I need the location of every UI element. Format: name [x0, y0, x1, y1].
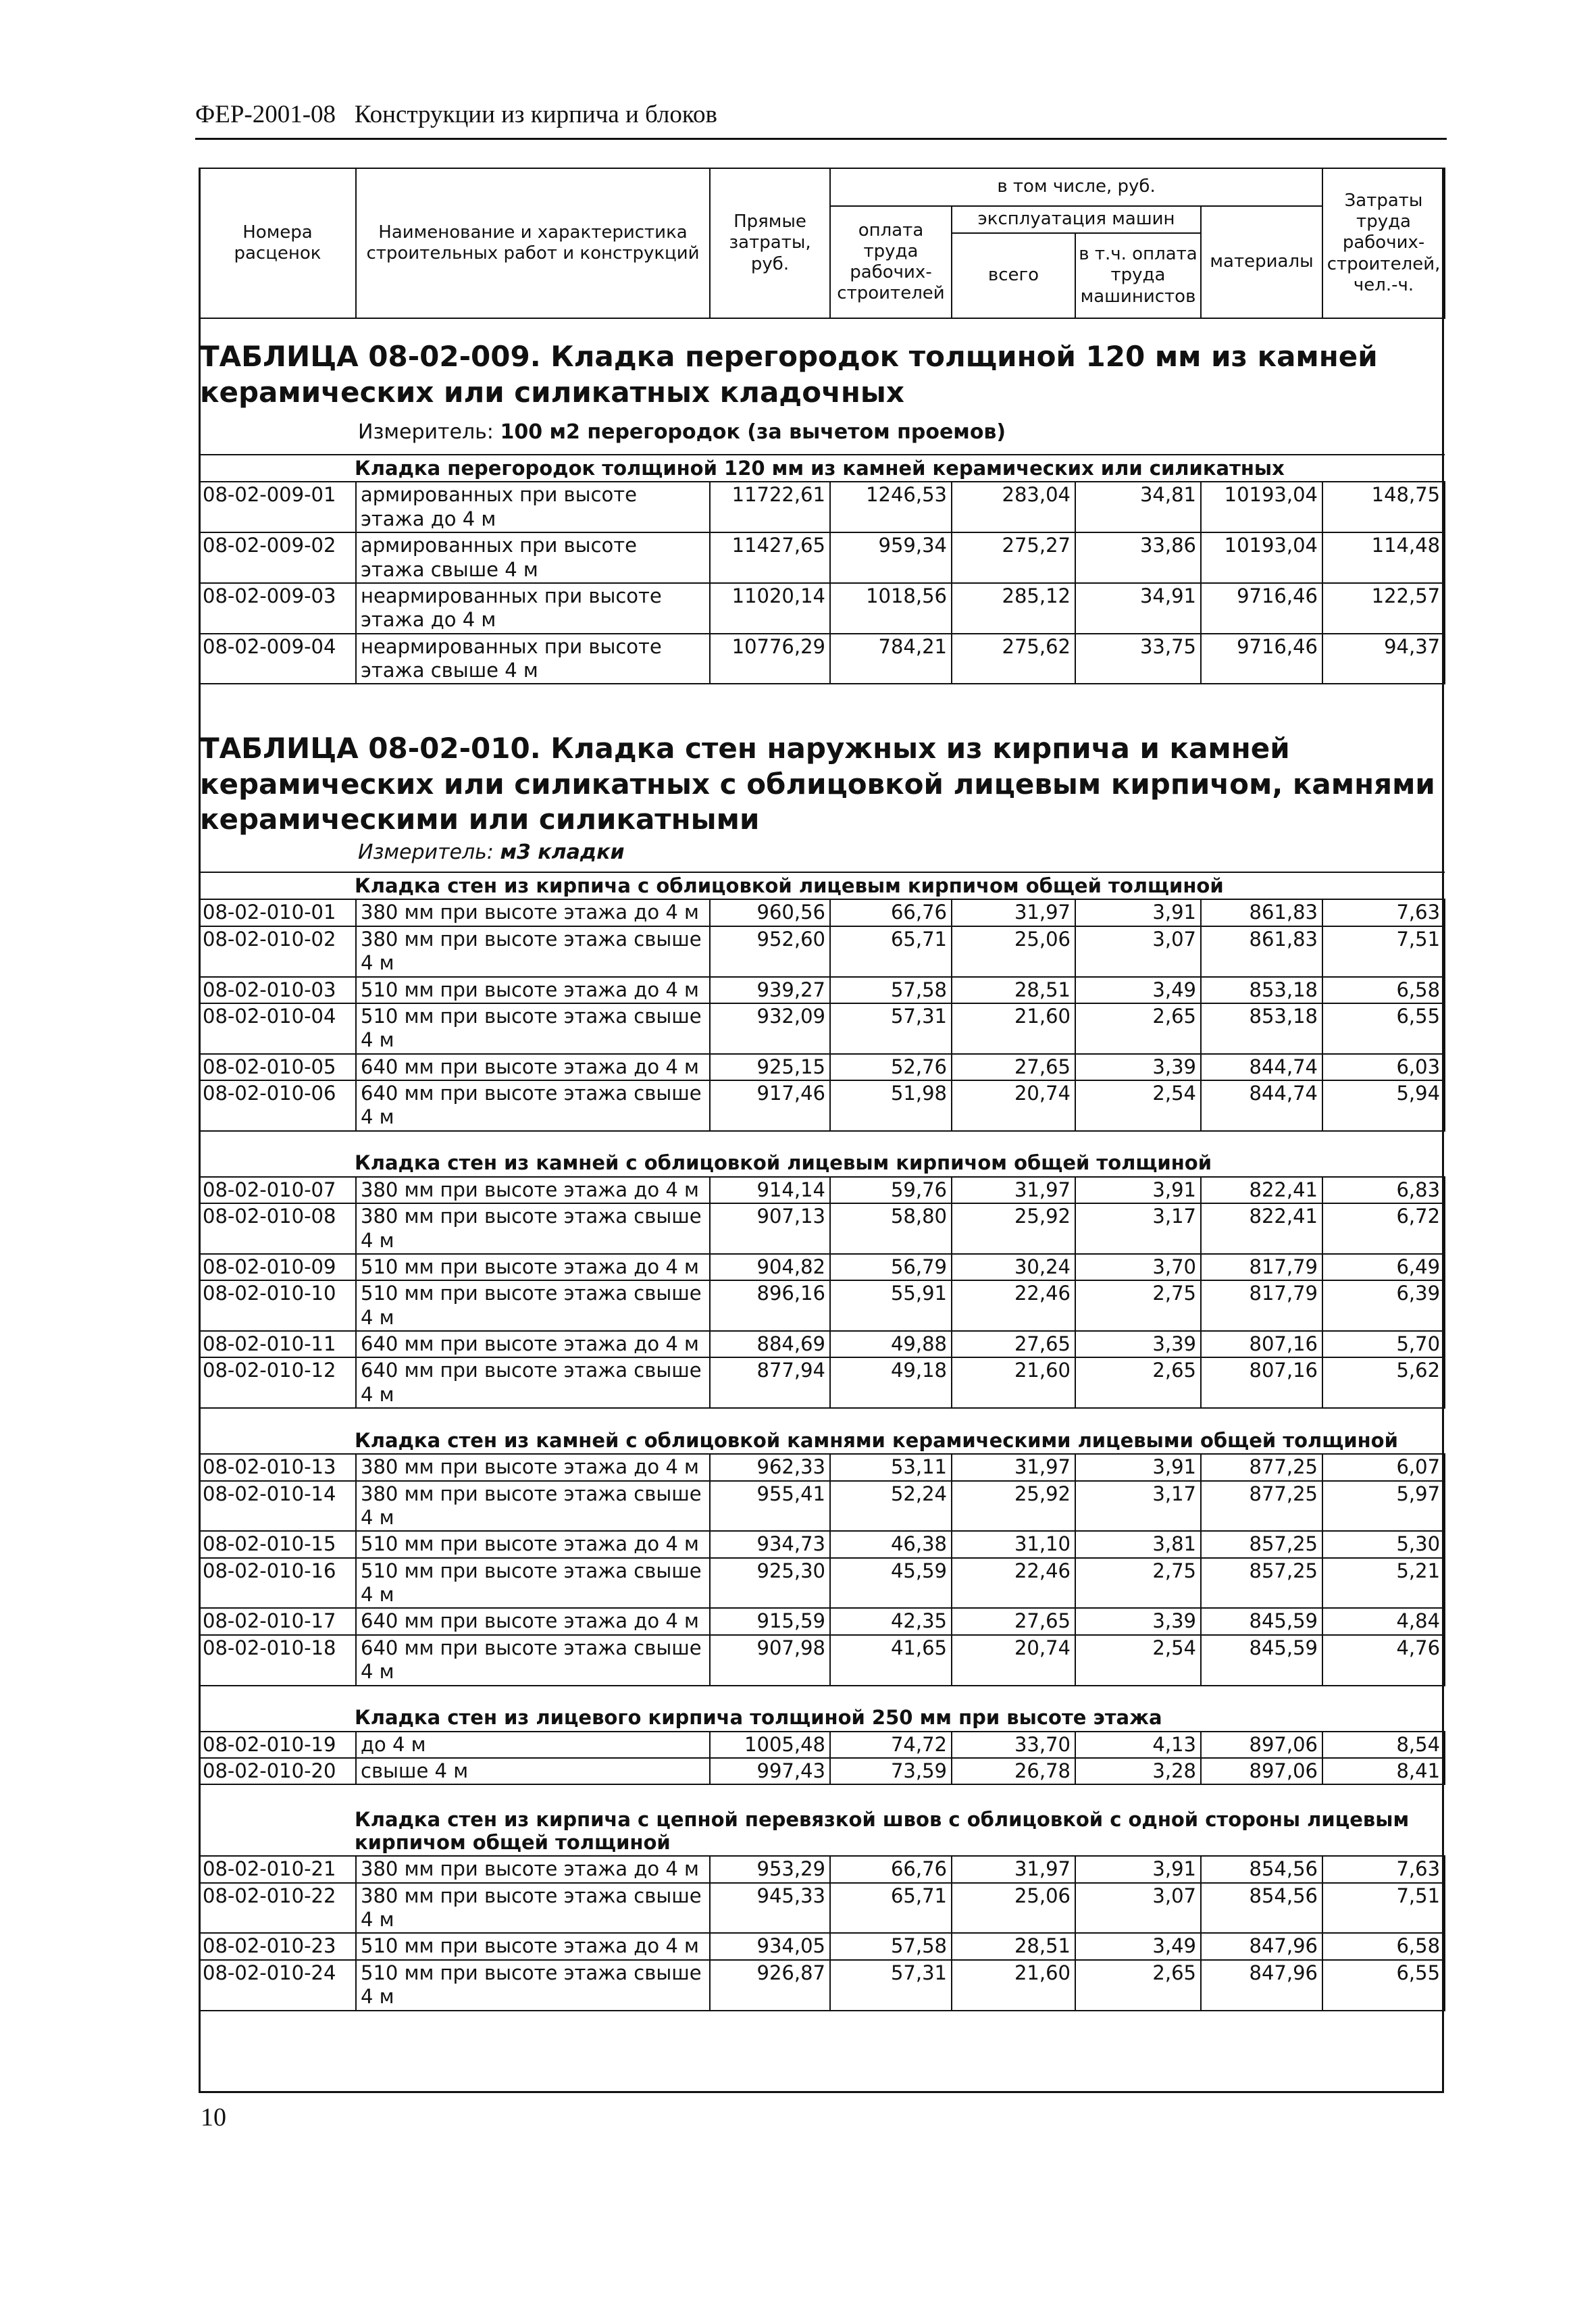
row-machines: 27,65 [952, 1054, 1075, 1080]
row-code: 08-02-010-11 [199, 1331, 356, 1357]
row-machines: 275,62 [952, 634, 1075, 684]
row-machines-wage: 34,91 [1075, 583, 1201, 634]
row-name: 380 мм при высоте этажа свыше 4 м [356, 1883, 710, 1934]
row-code: 08-02-010-06 [199, 1080, 356, 1131]
row-direct: 925,30 [710, 1558, 830, 1609]
row-code: 08-02-009-02 [199, 532, 356, 583]
row-name: 640 мм при высоте этажа до 4 м [356, 1054, 710, 1080]
table-row [199, 1608, 1445, 1634]
row-wage: 56,79 [830, 1254, 952, 1280]
row-machines-wage: 33,75 [1075, 634, 1201, 684]
table-row [199, 1558, 1445, 1609]
table-row [199, 1080, 1445, 1131]
row-labor: 5,30 [1322, 1531, 1445, 1557]
row-code: 08-02-010-05 [199, 1054, 356, 1080]
row-labor: 7,51 [1322, 926, 1445, 977]
row-machines: 30,24 [952, 1254, 1075, 1280]
row-wage: 58,80 [830, 1203, 952, 1254]
row-materials: 817,79 [1201, 1254, 1322, 1280]
row-direct: 955,41 [710, 1481, 830, 1532]
group-title: Кладка стен из камней с облицовкой камнями керамическими лицевыми общей толщиной [199, 1408, 1445, 1454]
row-machines-wage: 3,49 [1075, 1933, 1201, 1959]
table-row [199, 926, 1445, 977]
table-row [199, 1177, 1445, 1203]
row-labor: 5,62 [1322, 1357, 1445, 1408]
table-row [199, 1531, 1445, 1557]
row-wage: 45,59 [830, 1558, 952, 1609]
header-rule [195, 138, 1447, 140]
data-table [199, 454, 1445, 684]
row-machines-wage: 3,91 [1075, 1177, 1201, 1203]
row-materials: 861,83 [1201, 926, 1322, 977]
row-code: 08-02-010-09 [199, 1254, 356, 1280]
section-title: ТАБЛИЦА 08-02-009. Кладка перегородок толщиной 120 мм из камней керамических или силикатных кладочных [200, 340, 1378, 409]
row-machines: 31,97 [952, 1856, 1075, 1882]
row-code: 08-02-010-04 [199, 1003, 356, 1054]
row-name: 640 мм при высоте этажа до 4 м [356, 1608, 710, 1634]
row-name: свыше 4 м [356, 1758, 710, 1784]
row-labor: 114,48 [1322, 532, 1445, 583]
row-name: 510 мм при высоте этажа свыше 4 м [356, 1280, 710, 1331]
row-materials: 877,25 [1201, 1454, 1322, 1480]
row-wage: 65,71 [830, 1883, 952, 1934]
row-materials: 877,25 [1201, 1481, 1322, 1532]
row-direct: 934,73 [710, 1531, 830, 1557]
group-title: Кладка стен из лицевого кирпича толщиной 250 мм при высоте этажа [199, 1686, 1445, 1732]
row-code: 08-02-010-10 [199, 1280, 356, 1331]
row-materials: 807,16 [1201, 1331, 1322, 1357]
row-labor: 6,55 [1322, 1960, 1445, 2011]
row-wage: 53,11 [830, 1454, 952, 1480]
row-materials: 10193,04 [1201, 532, 1322, 583]
row-name: неармированных при высоте этажа свыше 4 м [356, 634, 710, 684]
row-direct: 953,29 [710, 1856, 830, 1882]
row-materials: 853,18 [1201, 1003, 1322, 1054]
row-direct: 907,98 [710, 1635, 830, 1686]
row-machines-wage: 2,65 [1075, 1003, 1201, 1054]
row-wage: 52,76 [830, 1054, 952, 1080]
row-name: 380 мм при высоте этажа свыше 4 м [356, 1481, 710, 1532]
table-row [199, 1331, 1445, 1357]
header-direct-costs: Прямые затраты, руб. [710, 168, 830, 318]
row-machines-wage: 3,39 [1075, 1331, 1201, 1357]
header-machines-total: всего [952, 233, 1075, 318]
row-machines-wage: 3,49 [1075, 977, 1201, 1003]
row-machines-wage: 2,54 [1075, 1635, 1201, 1686]
table-row [199, 1758, 1445, 1784]
row-code: 08-02-010-12 [199, 1357, 356, 1408]
row-machines-wage: 3,39 [1075, 1608, 1201, 1634]
row-labor: 6,49 [1322, 1254, 1445, 1280]
row-machines-wage: 3,91 [1075, 899, 1201, 926]
row-materials: 854,56 [1201, 1883, 1322, 1934]
row-labor: 7,51 [1322, 1883, 1445, 1934]
row-wage: 66,76 [830, 1856, 952, 1882]
row-labor: 6,58 [1322, 977, 1445, 1003]
row-materials: 817,79 [1201, 1280, 1322, 1331]
row-machines-wage: 3,07 [1075, 926, 1201, 977]
row-machines-wage: 3,17 [1075, 1203, 1201, 1254]
row-labor: 7,63 [1322, 1856, 1445, 1882]
row-labor: 6,58 [1322, 1933, 1445, 1959]
row-labor: 8,54 [1322, 1732, 1445, 1758]
row-machines-wage: 3,07 [1075, 1883, 1201, 1934]
row-name: 510 мм при высоте этажа до 4 м [356, 1254, 710, 1280]
row-wage: 66,76 [830, 899, 952, 926]
row-code: 08-02-009-03 [199, 583, 356, 634]
running-head: ФЕР-2001-08 Конструкции из кирпича и блоков [195, 101, 717, 128]
row-code: 08-02-010-02 [199, 926, 356, 977]
row-wage: 52,24 [830, 1481, 952, 1532]
table-row [199, 634, 1445, 684]
table-row [199, 1280, 1445, 1331]
row-machines: 22,46 [952, 1280, 1075, 1331]
row-labor: 94,37 [1322, 634, 1445, 684]
row-machines-wage: 3,91 [1075, 1454, 1201, 1480]
row-direct: 904,82 [710, 1254, 830, 1280]
row-machines-wage: 3,28 [1075, 1758, 1201, 1784]
row-direct: 914,14 [710, 1177, 830, 1203]
row-labor: 5,97 [1322, 1481, 1445, 1532]
row-code: 08-02-010-13 [199, 1454, 356, 1480]
row-machines: 31,97 [952, 899, 1075, 926]
page-number: 10 [201, 2103, 226, 2132]
row-direct: 10776,29 [710, 634, 830, 684]
row-machines: 26,78 [952, 1758, 1075, 1784]
row-code: 08-02-010-03 [199, 977, 356, 1003]
measure-label: Измеритель: [358, 840, 500, 864]
row-wage: 55,91 [830, 1280, 952, 1331]
table-row [199, 583, 1445, 634]
row-machines-wage: 2,65 [1075, 1357, 1201, 1408]
row-direct: 11427,65 [710, 532, 830, 583]
table-row [199, 1481, 1445, 1532]
row-name: 640 мм при высоте этажа свыше 4 м [356, 1635, 710, 1686]
row-machines-wage: 2,75 [1075, 1558, 1201, 1609]
row-direct: 915,59 [710, 1608, 830, 1634]
table-row [199, 1003, 1445, 1054]
row-materials: 861,83 [1201, 899, 1322, 926]
row-code: 08-02-010-22 [199, 1883, 356, 1934]
row-direct: 997,43 [710, 1758, 830, 1784]
row-name: 510 мм при высоте этажа свыше 4 м [356, 1558, 710, 1609]
row-wage: 57,31 [830, 1003, 952, 1054]
row-materials: 844,74 [1201, 1054, 1322, 1080]
row-wage: 65,71 [830, 926, 952, 977]
row-name: 640 мм при высоте этажа свыше 4 м [356, 1080, 710, 1131]
row-labor: 6,39 [1322, 1280, 1445, 1331]
group-title: Кладка стен из кирпича с цепной перевязкой швов с облицовкой с одной стороны лицевым кирпичом общей толщиной [199, 1784, 1445, 1856]
row-materials: 844,74 [1201, 1080, 1322, 1131]
row-labor: 6,83 [1322, 1177, 1445, 1203]
row-labor: 4,84 [1322, 1608, 1445, 1634]
row-name: 510 мм при высоте этажа свыше 4 м [356, 1960, 710, 2011]
row-materials: 897,06 [1201, 1732, 1322, 1758]
row-machines: 33,70 [952, 1732, 1075, 1758]
row-machines-wage: 2,65 [1075, 1960, 1201, 2011]
row-machines-wage: 3,39 [1075, 1054, 1201, 1080]
row-machines-wage: 33,86 [1075, 532, 1201, 583]
row-labor: 122,57 [1322, 583, 1445, 634]
group-title: Кладка стен из кирпича с облицовкой лицевым кирпичом общей толщиной [199, 872, 1445, 899]
row-direct: 934,05 [710, 1933, 830, 1959]
row-materials: 854,56 [1201, 1856, 1322, 1882]
data-table [199, 872, 1445, 2011]
row-labor: 5,94 [1322, 1080, 1445, 1131]
row-machines-wage: 3,81 [1075, 1531, 1201, 1557]
row-labor: 6,72 [1322, 1203, 1445, 1254]
row-wage: 42,35 [830, 1608, 952, 1634]
row-machines-wage: 2,54 [1075, 1080, 1201, 1131]
row-code: 08-02-010-15 [199, 1531, 356, 1557]
header-name: Наименование и характеристика строительных работ и конструкций [356, 168, 710, 318]
row-wage: 1018,56 [830, 583, 952, 634]
row-direct: 877,94 [710, 1357, 830, 1408]
row-wage: 49,18 [830, 1357, 952, 1408]
row-materials: 9716,46 [1201, 634, 1322, 684]
table-row [199, 1054, 1445, 1080]
row-machines: 21,60 [952, 1960, 1075, 2011]
row-direct: 11020,14 [710, 583, 830, 634]
row-direct: 962,33 [710, 1454, 830, 1480]
row-machines: 25,06 [952, 926, 1075, 977]
row-machines: 20,74 [952, 1635, 1075, 1686]
table-row [199, 1856, 1445, 1882]
row-wage: 51,98 [830, 1080, 952, 1131]
row-name: 380 мм при высоте этажа свыше 4 м [356, 926, 710, 977]
row-labor: 4,76 [1322, 1635, 1445, 1686]
row-code: 08-02-010-08 [199, 1203, 356, 1254]
row-name: 380 мм при высоте этажа до 4 м [356, 899, 710, 926]
row-name: 640 мм при высоте этажа свыше 4 м [356, 1357, 710, 1408]
row-name: до 4 м [356, 1732, 710, 1758]
row-direct: 926,87 [710, 1960, 830, 2011]
row-materials: 847,96 [1201, 1960, 1322, 2011]
table-row [199, 977, 1445, 1003]
measure-line [358, 420, 1006, 445]
row-machines-wage: 3,17 [1075, 1481, 1201, 1532]
row-direct: 896,16 [710, 1280, 830, 1331]
header-materials: материалы [1201, 206, 1322, 318]
row-materials: 853,18 [1201, 977, 1322, 1003]
row-code: 08-02-010-19 [199, 1732, 356, 1758]
header-machines-wage: в т.ч. оплата труда машинистов [1075, 233, 1201, 318]
row-direct: 1005,48 [710, 1732, 830, 1758]
measure-line [358, 840, 625, 865]
row-wage: 57,58 [830, 1933, 952, 1959]
row-code: 08-02-010-18 [199, 1635, 356, 1686]
row-name: 380 мм при высоте этажа до 4 м [356, 1454, 710, 1480]
header-code: Номера расценок [199, 168, 356, 318]
row-materials: 847,96 [1201, 1933, 1322, 1959]
row-materials: 845,59 [1201, 1635, 1322, 1686]
row-materials: 9716,46 [1201, 583, 1322, 634]
row-labor: 7,63 [1322, 899, 1445, 926]
row-code: 08-02-009-01 [199, 482, 356, 532]
row-materials: 807,16 [1201, 1357, 1322, 1408]
row-materials: 897,06 [1201, 1758, 1322, 1784]
row-materials: 822,41 [1201, 1203, 1322, 1254]
header-wage: оплата труда рабочих-строителей [830, 206, 952, 318]
row-direct: 952,60 [710, 926, 830, 977]
row-direct: 960,56 [710, 899, 830, 926]
row-wage: 41,65 [830, 1635, 952, 1686]
row-labor: 6,07 [1322, 1454, 1445, 1480]
table-row [199, 1203, 1445, 1254]
row-wage: 46,38 [830, 1531, 952, 1557]
row-direct: 925,15 [710, 1054, 830, 1080]
row-machines: 21,60 [952, 1357, 1075, 1408]
row-machines: 25,92 [952, 1481, 1075, 1532]
row-machines-wage: 4,13 [1075, 1732, 1201, 1758]
row-machines: 21,60 [952, 1003, 1075, 1054]
row-labor: 148,75 [1322, 482, 1445, 532]
measure-label: Измеритель: [358, 420, 500, 444]
header-labor: Затраты труда рабочих-строителей, чел.-ч. [1322, 168, 1445, 318]
row-name: 640 мм при высоте этажа до 4 м [356, 1331, 710, 1357]
table-row [199, 1357, 1445, 1408]
row-direct: 11722,61 [710, 482, 830, 532]
row-machines: 275,27 [952, 532, 1075, 583]
row-name: 510 мм при высоте этажа свыше 4 м [356, 1003, 710, 1054]
group-title: Кладка перегородок толщиной 120 мм из камней керамических или силикатных [199, 455, 1445, 482]
section-title: ТАБЛИЦА 08-02-010. Кладка стен наружных из кирпича и камней керамических или силикатных с облицовкой лицевым кирпичом, камнями керамическими или силикатными [200, 732, 1435, 836]
header-including: в том числе, руб. [830, 168, 1322, 206]
row-labor: 6,55 [1322, 1003, 1445, 1054]
measure-unit: м3 кладки [500, 840, 625, 864]
row-wage: 959,34 [830, 532, 952, 583]
row-machines: 28,51 [952, 977, 1075, 1003]
row-wage: 73,59 [830, 1758, 952, 1784]
row-name: 380 мм при высоте этажа до 4 м [356, 1177, 710, 1203]
row-name: 380 мм при высоте этажа свыше 4 м [356, 1203, 710, 1254]
row-name: неармированных при высоте этажа до 4 м [356, 583, 710, 634]
row-machines: 25,92 [952, 1203, 1075, 1254]
row-machines: 31,97 [952, 1454, 1075, 1480]
row-machines: 31,97 [952, 1177, 1075, 1203]
table-row [199, 1732, 1445, 1758]
row-machines: 22,46 [952, 1558, 1075, 1609]
row-code: 08-02-010-14 [199, 1481, 356, 1532]
row-name: 510 мм при высоте этажа до 4 м [356, 1531, 710, 1557]
row-code: 08-02-010-01 [199, 899, 356, 926]
row-name: 510 мм при высоте этажа до 4 м [356, 977, 710, 1003]
table-row [199, 1960, 1445, 2011]
row-direct: 945,33 [710, 1883, 830, 1934]
row-labor: 5,70 [1322, 1331, 1445, 1357]
row-wage: 59,76 [830, 1177, 952, 1203]
row-name: армированных при высоте этажа свыше 4 м [356, 532, 710, 583]
header-machines: эксплуатация машин [952, 206, 1201, 233]
table-row [199, 1933, 1445, 1959]
row-machines: 20,74 [952, 1080, 1075, 1131]
row-machines: 283,04 [952, 482, 1075, 532]
row-machines: 25,06 [952, 1883, 1075, 1934]
row-code: 08-02-010-23 [199, 1933, 356, 1959]
row-direct: 932,09 [710, 1003, 830, 1054]
table-row [199, 1883, 1445, 1934]
row-machines-wage: 2,75 [1075, 1280, 1201, 1331]
row-machines-wage: 3,70 [1075, 1254, 1201, 1280]
row-direct: 917,46 [710, 1080, 830, 1131]
row-name: 510 мм при высоте этажа до 4 м [356, 1933, 710, 1959]
row-wage: 74,72 [830, 1732, 952, 1758]
group-title: Кладка стен из камней с облицовкой лицевым кирпичом общей толщиной [199, 1131, 1445, 1177]
measure-unit: 100 м2 перегородок (за вычетом проемов) [500, 420, 1006, 444]
row-wage: 57,58 [830, 977, 952, 1003]
row-wage: 1246,53 [830, 482, 952, 532]
row-direct: 884,69 [710, 1331, 830, 1357]
row-machines: 285,12 [952, 583, 1075, 634]
row-name: 380 мм при высоте этажа до 4 м [356, 1856, 710, 1882]
table-row [199, 1635, 1445, 1686]
row-name: армированных при высоте этажа до 4 м [356, 482, 710, 532]
row-labor: 6,03 [1322, 1054, 1445, 1080]
row-direct: 939,27 [710, 977, 830, 1003]
table-row [199, 532, 1445, 583]
table-row [199, 482, 1445, 532]
row-wage: 784,21 [830, 634, 952, 684]
row-code: 08-02-009-04 [199, 634, 356, 684]
row-wage: 49,88 [830, 1331, 952, 1357]
row-machines: 27,65 [952, 1331, 1075, 1357]
row-code: 08-02-010-24 [199, 1960, 356, 2011]
row-machines: 31,10 [952, 1531, 1075, 1557]
table-row [199, 1254, 1445, 1280]
row-machines: 27,65 [952, 1608, 1075, 1634]
row-machines-wage: 34,81 [1075, 482, 1201, 532]
row-materials: 857,25 [1201, 1558, 1322, 1609]
row-code: 08-02-010-16 [199, 1558, 356, 1609]
row-direct: 907,13 [710, 1203, 830, 1254]
row-code: 08-02-010-07 [199, 1177, 356, 1203]
row-labor: 8,41 [1322, 1758, 1445, 1784]
row-machines: 28,51 [952, 1933, 1075, 1959]
row-code: 08-02-010-17 [199, 1608, 356, 1634]
row-code: 08-02-010-21 [199, 1856, 356, 1882]
row-labor: 5,21 [1322, 1558, 1445, 1609]
row-materials: 822,41 [1201, 1177, 1322, 1203]
row-materials: 845,59 [1201, 1608, 1322, 1634]
table-row [199, 1454, 1445, 1480]
row-materials: 10193,04 [1201, 482, 1322, 532]
row-wage: 57,31 [830, 1960, 952, 2011]
row-code: 08-02-010-20 [199, 1758, 356, 1784]
table-row [199, 899, 1445, 926]
row-materials: 857,25 [1201, 1531, 1322, 1557]
row-machines-wage: 3,91 [1075, 1856, 1201, 1882]
column-header-table [199, 168, 1445, 319]
